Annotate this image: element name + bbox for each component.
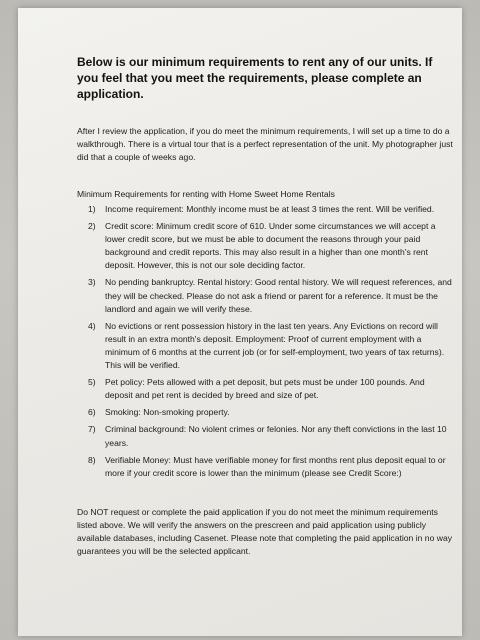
requirement-number: 5) [88, 377, 96, 388]
requirement-number: 4) [88, 320, 96, 331]
requirement-item-verifiable-money [56, 454, 454, 480]
requirement-text: No evictions or rent possession history in the last ten years. Any Evictions on record will result in an extra month's deposit. Employment: Proof of current employment with a minimum of 6 months at the current job (or for self-employment, two years of tax returns). This will be verified. [105, 320, 445, 371]
requirement-number: 8) [88, 454, 96, 465]
requirement-text: Verifiable Money: Must have verifiable money for first months rent plus deposit equal to or more if your credit score is lower than the minimum (please see Credit Score:) [105, 454, 446, 478]
requirements-title: Minimum Requirements for renting with Home Sweet Home Rentals [77, 189, 335, 199]
requirement-text: Pet policy: Pets allowed with a pet deposit, but pets must be under 100 pounds. And deposit and pet rent is decided by breed and size of pet. [105, 377, 425, 401]
requirement-text: Criminal background: No violent crimes or felonies. Nor any theft convictions in the last 10 years. [105, 424, 447, 448]
requirement-number: 7) [88, 424, 96, 435]
requirement-number: 1) [88, 204, 96, 214]
requirement-text: Smoking: Non-smoking property. [105, 407, 230, 418]
requirements-list [56, 203, 454, 480]
requirement-item-pet-policy [56, 376, 454, 402]
requirement-item-income [56, 203, 454, 216]
requirement-text: Income requirement: Monthly income must be at least 3 times the rent. Will be verified. [105, 204, 435, 214]
requirement-item-credit [56, 220, 454, 272]
paper-sheet [18, 8, 462, 636]
requirement-number: 2) [88, 221, 96, 232]
requirement-number: 6) [88, 407, 96, 418]
document-content [56, 54, 454, 559]
requirement-text: No pending bankruptcy. Rental history: Good rental history. We will request references, and they will be checked. Please do not ask a friend or parent for a reference. It must be the landlord and again we will verify these. [105, 277, 452, 314]
requirement-number: 3) [88, 277, 96, 288]
intro-paragraph: After I review the application, if you do meet the minimum requirements, I will set up a time to do a walkthrough. There is a virtual tour that is a perfect representation of the unit. My photographer just did that a couple of weeks ago. [77, 126, 453, 162]
document-heading: Below is our minimum requirements to rent any of our units. If you feel that you meet the requirements, please complete an application. [77, 55, 433, 101]
requirement-item-smoking [56, 406, 454, 419]
requirement-text: Credit score: Minimum credit score of 610. Under some circumstances we will accept a lower credit score, but we must be able to document the reasons through your paid background and credit reports. This may also result in a higher than one month's rent deposit. However, this is not our sole deciding factor. [105, 221, 436, 271]
closing-paragraph: Do NOT request or complete the paid application if you do not meet the minimum requirements listed above. We will verify the answers on the prescreen and paid application using publicly available databases, including Casenet. Please note that completing the paid application in no way guarantees you will be the selected applicant. [77, 506, 453, 557]
requirement-item-evictions-employment [56, 320, 454, 372]
requirement-item-rental-history [56, 276, 454, 315]
requirement-item-criminal-background [56, 423, 454, 449]
